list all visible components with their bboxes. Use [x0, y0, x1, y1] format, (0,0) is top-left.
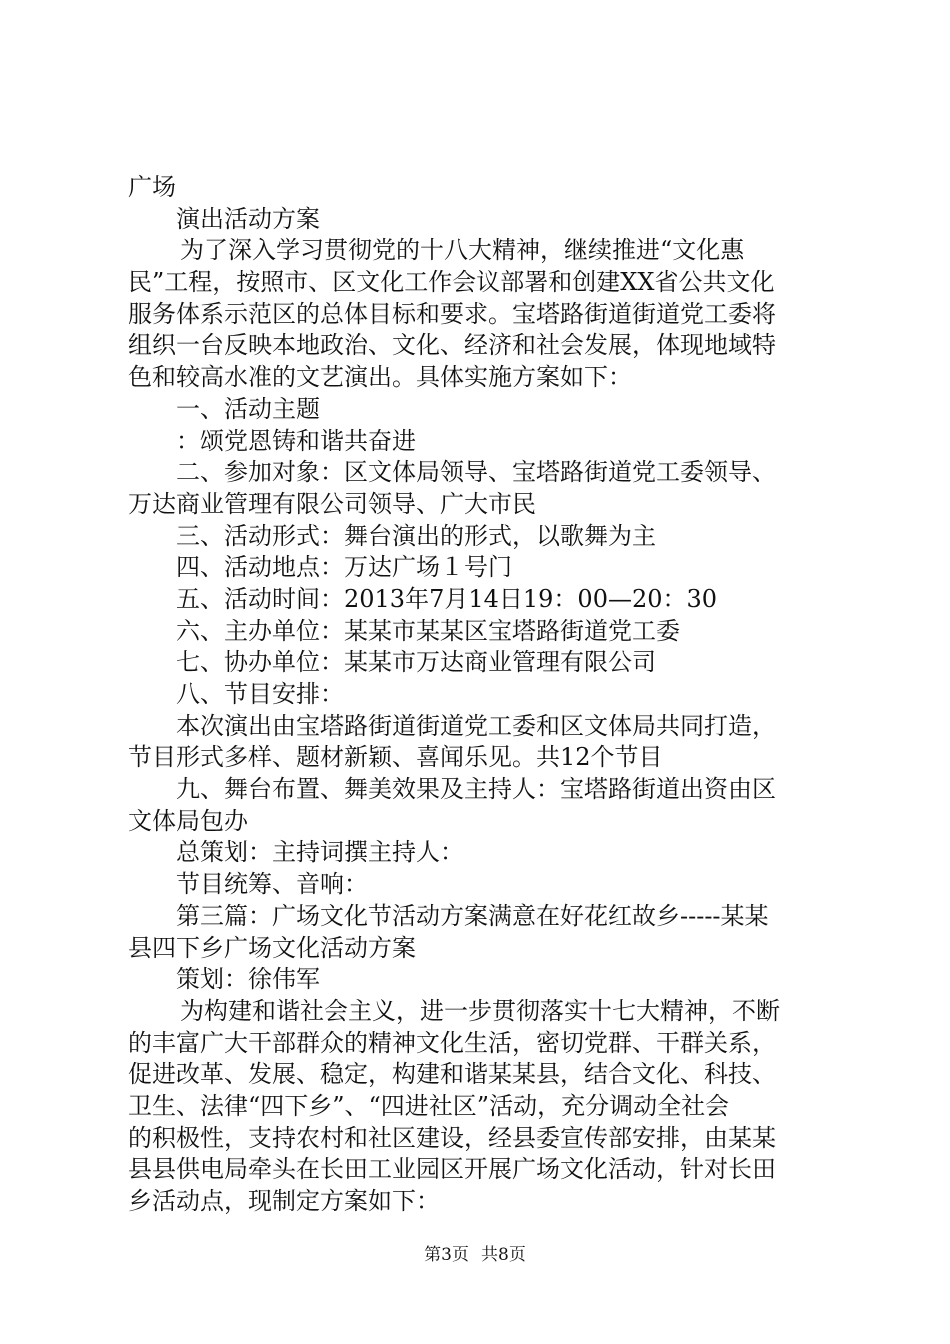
paragraph-line: 的丰富广大干部群众的精神文化生活，密切党群、干群关系， — [128, 1028, 776, 1057]
paragraph-line: 乡活动点，现制定方案如下： — [128, 1187, 440, 1215]
document-body — [128, 172, 842, 1218]
text-line: 万达商业管理有限公司领导、广大市民 — [128, 489, 536, 518]
paragraph-line: 色和较高水准的文艺演出。具体实施方案如下： — [128, 363, 632, 392]
paragraph-line: 本次演出由宝塔路街道街道党工委和区文体局共同打造， — [176, 711, 776, 740]
section-heading: 第三篇：广场文化节活动方案满意在好花红故乡-----某某 — [176, 901, 769, 930]
heading-activity-location: 四、活动地点：万达广场１号门 — [176, 553, 512, 582]
paragraph-line: 促进改革、发展、稳定，构建和谐某某县，结合文化、科技、 — [128, 1060, 776, 1089]
author-line: 策划：徐伟军 — [176, 965, 320, 994]
heading-activity-form: 三、活动形式：舞台演出的形式，以歌舞为主 — [176, 521, 656, 550]
text-line: 广场 — [128, 173, 176, 201]
heading-program: 八、节目安排： — [176, 680, 344, 708]
heading-organizer: 六、主办单位：某某市某某区宝塔路街道党工委 — [176, 616, 680, 645]
text-line: 节目统筹、音响： — [176, 870, 368, 899]
section-heading: 县四下乡广场文化活动方案 — [128, 933, 416, 962]
paragraph-line: 县县供电局牵头在长田工业园区开展广场文化活动，针对长田 — [128, 1155, 776, 1184]
paragraph-line: 民”工程，按照市、区文化工作会议部署和创建XX省公共文化 — [128, 268, 775, 297]
paragraph-line: 卫生、法律“四下乡”、“四进社区”活动，充分调动全社会 — [128, 1091, 730, 1120]
paragraph-line: 的积极性，支持农村和社区建设，经县委宣传部安排，由某某 — [128, 1123, 776, 1152]
text-line: 总策划：主持词撰主持人： — [176, 838, 464, 867]
page-footer — [0, 1244, 950, 1266]
heading-stage: 九、舞台布置、舞美效果及主持人：宝塔路街道出资由区 — [176, 775, 776, 804]
text-line: 文体局包办 — [128, 806, 248, 835]
page-number: 第3页 — [424, 1245, 469, 1265]
text-line: ：颂党恩铸和谐共奋进 — [176, 426, 416, 455]
paragraph-line: 节目形式多样、题材新颖、喜闻乐见。共12个节目 — [128, 743, 663, 772]
section-title: 演出活动方案 — [176, 204, 320, 233]
heading-participants: 二、参加对象：区文体局领导、宝塔路街道党工委领导、 — [176, 458, 776, 487]
paragraph-line: 为了深入学习贯彻党的十八大精神，继续推进“文化惠 — [180, 236, 745, 265]
heading-activity-theme: 一、活动主题 — [176, 394, 320, 423]
paragraph-line: 服务体系示范区的总体目标和要求。宝塔路街道街道党工委将 — [128, 299, 776, 328]
paragraph-line: 组织一台反映本地政治、文化、经济和社会发展，体现地域特 — [128, 331, 776, 360]
heading-activity-time: 五、活动时间：2013年7月14日19：00—20：30 — [176, 584, 718, 613]
page-total: 共8页 — [481, 1245, 526, 1265]
heading-co-organizer: 七、协办单位：某某市万达商业管理有限公司 — [176, 648, 656, 677]
paragraph-line: 为构建和谐社会主义，进一步贯彻落实十七大精神，不断 — [180, 996, 780, 1025]
